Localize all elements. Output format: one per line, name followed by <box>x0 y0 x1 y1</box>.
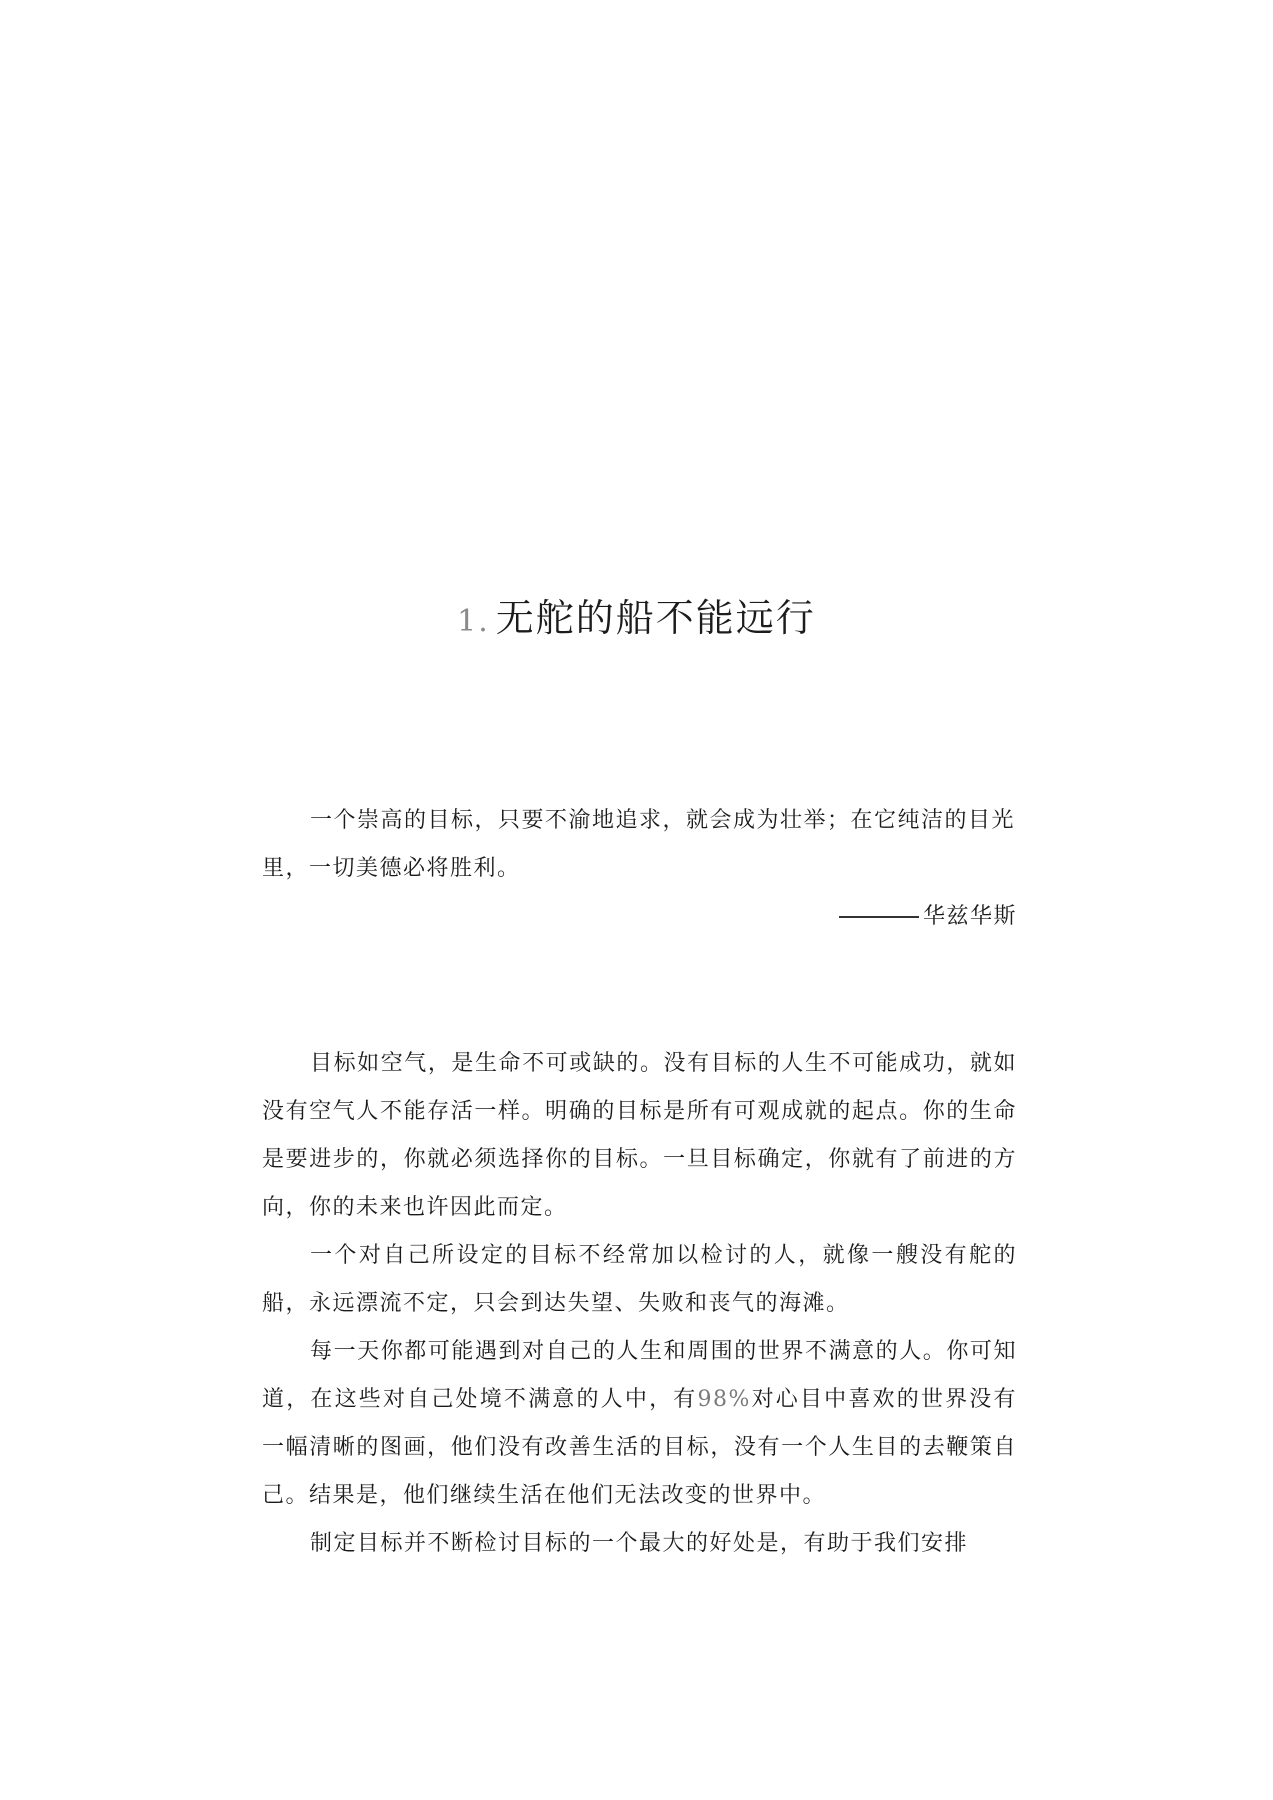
em-dash <box>839 916 879 918</box>
paragraph: 目标如空气，是生命不可或缺的。没有目标的人生不可能成功，就如没有空气人不能存活一样。明确的目标是所有可观成就的起点。你的生命是要进步的，你就必须选择你的目标。一旦目标确定，你就有了前进的方向，你的未来也许因此而定。 <box>262 1051 1017 1220</box>
epigraph-attribution <box>262 893 1017 941</box>
chapter-number: 1. <box>457 604 490 639</box>
paragraph-text: 每一天你都可能遇到对自己的人生和周围的世界不满意的人。你可知道，在这些对自己处境不满意的人中，有 <box>262 1339 1017 1412</box>
paragraph-text: 对心目中喜欢的世界没有一幅清晰的图画，他们没有改善生活的目标，没有一个人生目的去鞭策自己。结果是，他们继续生活在他们无法改变的世界中。 <box>262 1387 1017 1508</box>
epigraph <box>262 797 1017 941</box>
body-text <box>262 1040 1017 1568</box>
paragraph: 制定目标并不断检讨目标的一个最大的好处是，有助于我们安排 <box>310 1531 969 1556</box>
paragraph <box>262 1328 1017 1520</box>
chapter-title-text: 无舵的船不能远行 <box>495 596 816 640</box>
paragraph: 一个对自己所设定的目标不经常加以检讨的人，就像一艘没有舵的船，永远漂流不定，只会到达失望、失败和丧气的海滩。 <box>262 1243 1017 1316</box>
chapter-title <box>0 590 1273 650</box>
epigraph-author: 华兹华斯 <box>922 904 1017 929</box>
percent-value: 98% <box>697 1387 751 1412</box>
epigraph-text: 一个崇高的目标，只要不渝地追求，就会成为壮举；在它纯洁的目光里，一切美德必将胜利。 <box>262 808 1016 881</box>
em-dash <box>879 916 919 918</box>
